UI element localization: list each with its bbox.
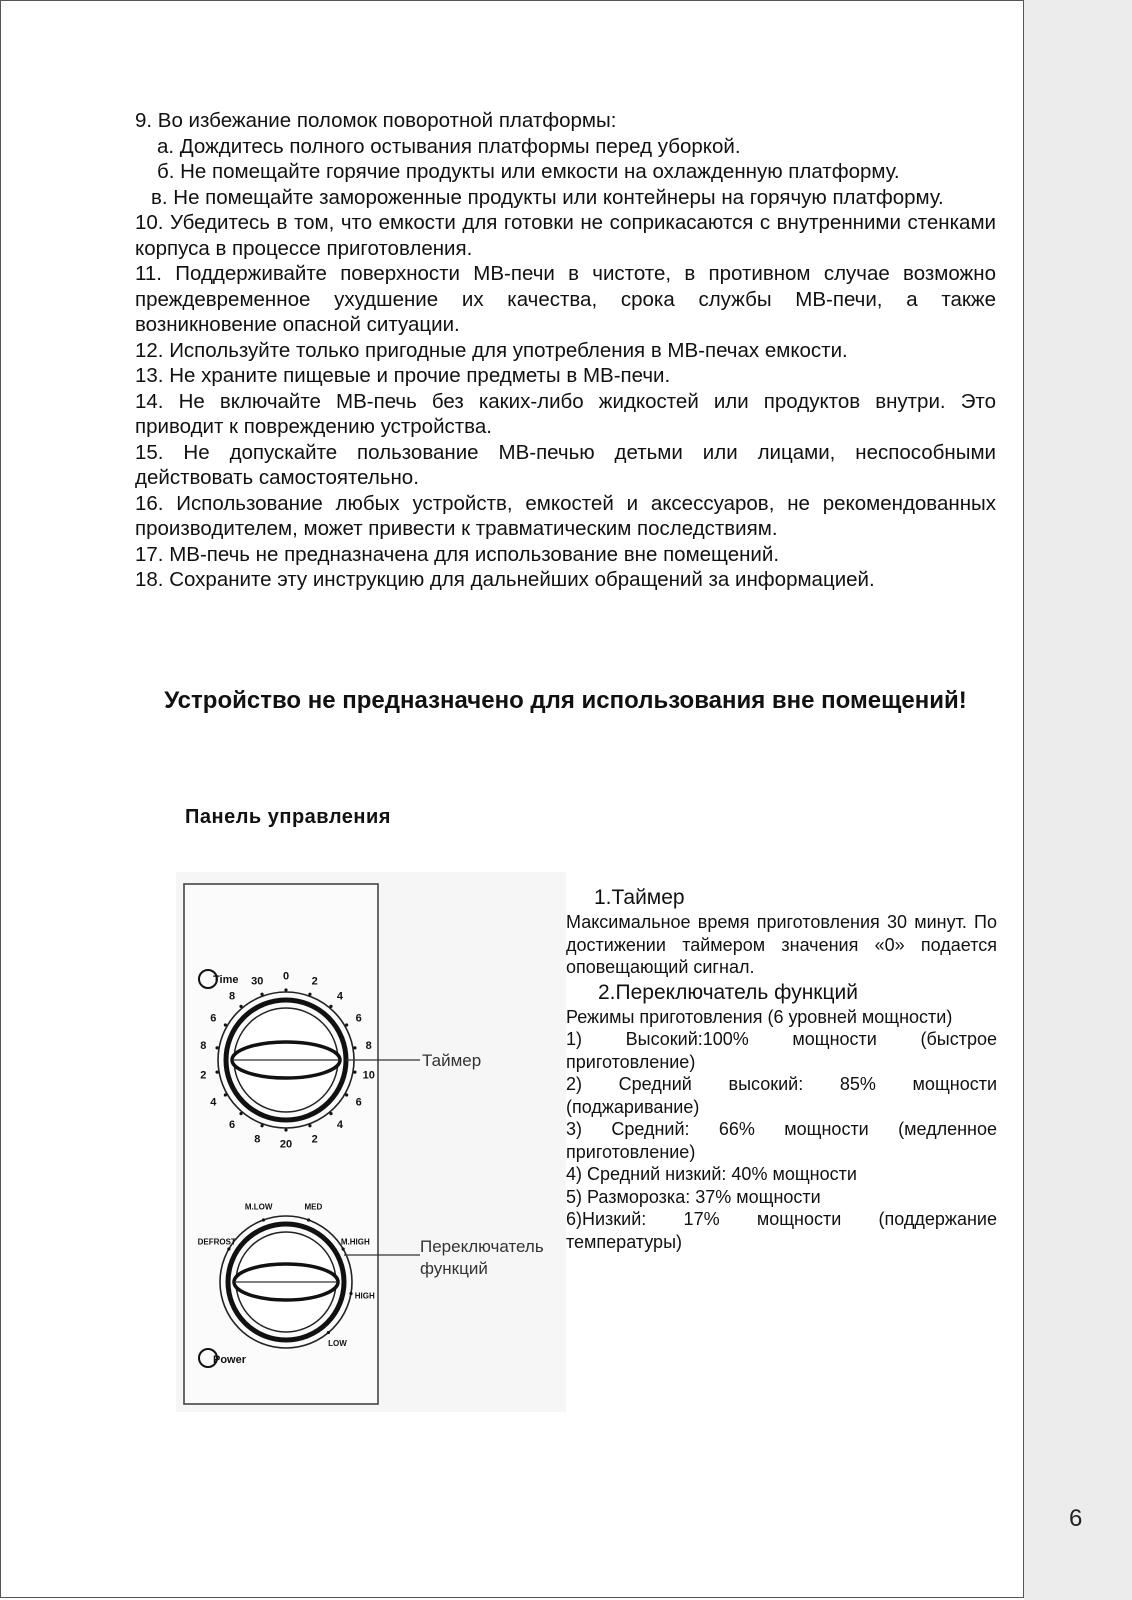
timer-tick-label: 4 [336,990,344,1003]
timer-tick-dot [224,1093,227,1096]
power-tick-label: DEFROST [197,1237,236,1247]
instruction-subitem: в. Не помещайте замороженные продукты или контейнеры на горячую платформу. [151,185,944,209]
timer-tick-dot [308,993,311,996]
timer-tick-label: 30 [251,975,264,988]
timer-tick-dot [284,988,287,991]
timer-description: Максимальное время приготовления 30 минут. По достижении таймером значения «0» подается оповещающий сигнал. [566,912,997,977]
timer-knob [218,992,354,1128]
power-tick-dot [262,1218,265,1221]
power-tick-dot [327,1331,330,1334]
mode-item: 5) Разморозка: 37% мощности [566,1186,821,1207]
page-number: 6 [1069,1505,1083,1532]
instruction-item: 14. Не включайте МВ-печь без каких-либо жидкостей или продуктов внутри. Это приводит к повреждению устройства. [135,389,996,438]
modes-intro: Режимы приготовления (6 уровней мощности) [566,1006,953,1027]
section-title: Панель управления [185,806,391,828]
timer-tick-label: 2 [200,1069,207,1082]
timer-tick-dot [345,1023,348,1026]
power-tick-label: LOW [328,1338,347,1348]
timer-tick-label: 6 [355,1012,362,1025]
timer-tick-dot [239,1112,242,1115]
power-tick-label: HIGH [354,1291,375,1301]
mode-item: 6)Низкий: 17% мощности (поддержание температуры) [566,1209,997,1252]
instruction-item: 13. Не храните пищевые и прочие предметы в МВ-печи. [135,364,671,387]
power-tick-label: M.LOW [244,1202,273,1212]
power-tick-label: M.HIGH [340,1237,370,1247]
time-icon-label: Time [213,974,239,986]
mode-item: 4) Средний низкий: 40% мощности [566,1164,857,1184]
mode-item: 3) Средний: 66% мощности (медленное приготовление) [566,1119,997,1162]
instruction-item: 16. Использование любых устройств, емкостей и аксессуаров, не рекомендованных производителем, может привести к травматическим последствиям. [135,491,996,540]
timer-tick-dot [353,1046,356,1049]
timer-tick-label: 6 [228,1119,236,1132]
power-tick-dot [349,1292,352,1295]
timer-tick-label: 20 [279,1138,293,1151]
mode-item: 2) Средний высокий: 85% мощности (поджаривание) [566,1074,997,1117]
instruction-subitem: а. Дождитесь полного остывания платформы перед уборкой. [157,134,741,158]
power-knob [220,1216,352,1348]
instruction-item: 10. Убедитесь в том, что емкости для готовки не соприкасаются с внутренними стенками корпуса в процессе приготовления. [135,211,996,260]
timer-tick-dot [239,1005,242,1008]
timer-tick-dot [260,993,263,996]
timer-tick-label: 6 [210,1012,217,1025]
switch-callout-label: Переключатель [420,1237,544,1256]
page-margin-strip [1024,0,1132,1600]
instruction-subitem: б. Не помещайте горячие продукты или емкости на охлажденную платформу. [157,160,900,183]
power-tick-dot [342,1247,345,1250]
instruction-item: 11. Поддерживайте поверхности МВ-печи в чистоте, в противном случае возможно преждевременное ухудшение их качества, срока службы МВ-печи, а также возникновение опасной ситуации. [135,262,996,336]
switch-heading: 2.Переключатель функций [598,980,858,1004]
control-descriptions [566,884,997,1253]
timer-tick-label: 2 [311,1133,318,1146]
timer-tick-label: 6 [355,1096,362,1109]
timer-tick-label: 2 [311,975,318,988]
timer-tick-label: 8 [365,1040,372,1053]
instruction-item: 18. Сохраните эту инструкцию для дальнейших обращений за информацией. [135,568,875,591]
timer-tick-label: 4 [210,1096,217,1109]
timer-tick-dot [215,1071,218,1074]
timer-tick-dot [345,1093,348,1096]
control-panel-drawing [176,872,566,1412]
switch-callout-label-2: функций [420,1259,488,1278]
power-icon-label: Power [213,1354,247,1366]
power-tick-dot [307,1218,310,1221]
timer-callout-label: Таймер [422,1051,482,1070]
timer-tick-dot [224,1023,227,1026]
timer-tick-label: 10 [362,1069,375,1082]
timer-tick-label: 8 [200,1040,207,1053]
timer-heading: 1.Таймер [594,886,685,909]
power-tick-dot [227,1247,230,1250]
instruction-item: 17. МВ-печь не предназначена для использование вне помещений. [135,542,780,566]
timer-tick-label: 8 [254,1133,261,1146]
timer-tick-dot [215,1046,218,1049]
instruction-item: 9. Во избежание поломок поворотной платформы: [135,109,617,132]
timer-tick-label: 0 [282,970,290,983]
timer-tick-dot [260,1124,263,1127]
timer-tick-dot [353,1071,356,1074]
timer-tick-label: 8 [228,990,236,1003]
timer-tick-dot [284,1128,287,1131]
instruction-item: 15. Не допускайте пользование МВ-печью детьми или лицами, неспособными действовать самостоятельно. [135,440,996,489]
power-tick-label: MED [304,1202,323,1212]
timer-tick-dot [329,1005,332,1008]
safety-instructions [135,108,996,593]
outdoor-warning: Устройство не предназначено для использования вне помещений! [164,687,967,714]
timer-tick-dot [308,1124,311,1127]
instruction-item: 12. Используйте только пригодные для употребления в МВ-печах емкости. [135,338,848,362]
control-panel-figure [176,872,566,1412]
timer-tick-label: 4 [336,1119,344,1132]
mode-item: 1) Высокий:100% мощности (быстрое приготовление) [566,1029,997,1072]
timer-tick-dot [329,1112,332,1115]
